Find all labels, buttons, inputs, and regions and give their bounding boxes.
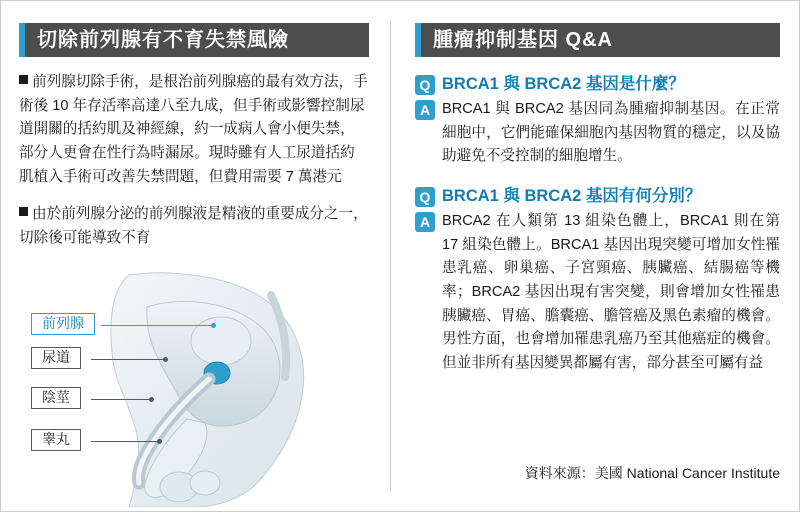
male-anatomy-illustration xyxy=(9,269,381,507)
panel-divider xyxy=(390,21,391,491)
qa-answer-1: BRCA1 與 BRCA2 基因同為腫瘤抑制基因。在正常細胞中，它們能確保細胞內基因物質的穩定，以及協助避免不受控制的細胞增生。 xyxy=(442,101,780,165)
leader-dot-penis xyxy=(149,397,154,402)
leader-line-urethra xyxy=(91,359,165,360)
qa-item-2 xyxy=(415,185,780,376)
qa-item-1 xyxy=(415,73,780,169)
qa-answer-2: BRCA2 在人類第 13 組染色體上，BRCA1 則在第 17 組染色體上。BRCA1 基因出現突變可增加女性罹患乳癌、卵巢癌、子宮頸癌、胰臟癌、結腸癌等機率；BRCA2 基因出現有害突變，則會增加女性罹患胰臟癌、胃癌、膽囊癌、膽管癌及黑色素瘤的機會。男性方面，也會增加罹患乳癌乃至其他癌症的機會。但並非所有基因變異都屬有害，部分甚至可屬有益 xyxy=(442,213,780,371)
left-panel xyxy=(1,1,387,511)
leader-dot-urethra xyxy=(163,357,168,362)
left-panel-title: 切除前列腺有不育失禁風險 xyxy=(37,29,289,51)
left-paragraph-2 xyxy=(19,203,369,250)
label-penis: 陰莖 xyxy=(31,387,81,409)
bullet-square-icon xyxy=(19,207,28,216)
right-panel-title-bar xyxy=(415,23,780,57)
left-paragraph-2-text: 由於前列腺分泌的前列腺液是精液的重要成分之一，切除後可能導致不育 xyxy=(19,206,368,246)
leader-line-testicle xyxy=(91,441,159,442)
qa-question-2: BRCA1 與 BRCA2 基因有何分別？ xyxy=(442,187,702,206)
question-badge-icon: Q xyxy=(415,75,435,95)
left-paragraph-1-text: 前列腺切除手術，是根治前列腺癌的最有效方法，手術後 10 年存活率高達八至九成，但手術或影響控制尿道開關的括約肌及神經線，約一成病人會小便失禁，部分人更會在性行為時漏尿。現時雖有人工尿道括約肌植入手術可改善失禁問題，但費用需要 7 萬港元 xyxy=(19,74,368,185)
left-panel-title-bar xyxy=(19,23,369,57)
label-urethra: 尿道 xyxy=(31,347,81,369)
qa-question-1: BRCA1 與 BRCA2 基因是什麼？ xyxy=(442,75,685,93)
question-badge-icon: Q xyxy=(415,187,435,207)
leader-dot-testicle xyxy=(157,439,162,444)
qa-answer-row-2 xyxy=(415,210,780,375)
label-prostate: 前列腺 xyxy=(31,313,95,335)
qa-question-row-1 xyxy=(415,73,780,96)
left-paragraph-1 xyxy=(19,71,369,189)
label-testicle: 睾丸 xyxy=(31,429,81,451)
testicle-shape-2 xyxy=(190,471,220,495)
right-panel xyxy=(397,1,800,511)
leader-dot-prostate xyxy=(211,323,216,328)
bullet-square-icon xyxy=(19,75,28,84)
qa-answer-row-1 xyxy=(415,98,780,169)
qa-question-row-2 xyxy=(415,185,780,208)
right-panel-title: 腫瘤抑制基因 Q&A xyxy=(433,29,613,51)
answer-badge-icon: A xyxy=(415,100,435,120)
leader-line-penis xyxy=(91,399,151,400)
source-note: 資料來源：美國 National Cancer Institute xyxy=(524,465,780,481)
answer-badge-icon: A xyxy=(415,212,435,232)
leader-line-prostate xyxy=(101,325,213,326)
